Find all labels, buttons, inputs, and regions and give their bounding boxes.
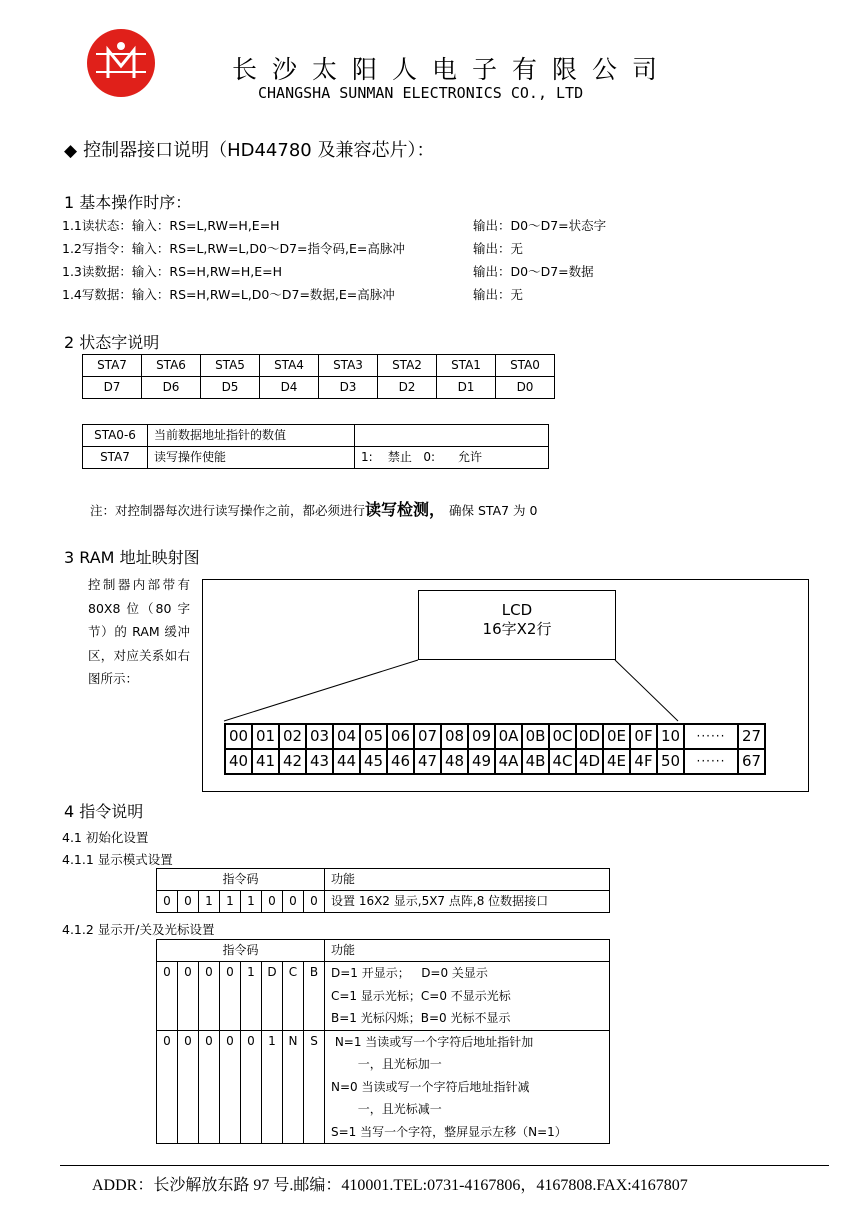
code-header: 指令码 — [157, 869, 325, 891]
table-row — [157, 962, 610, 1031]
company-name-en: CHANGSHA SUNMAN ELECTRONICS CO., LTD — [258, 84, 584, 102]
code-header: 指令码 — [157, 940, 325, 962]
ram-address-cell: 45 — [360, 749, 387, 774]
subsection-heading: 4.1.2 显示开/关及光标设置 — [62, 922, 215, 937]
status-word-table — [82, 354, 555, 399]
sta-cell: STA5 — [201, 355, 260, 377]
sta-cell: STA1 — [437, 355, 496, 377]
ram-address-cell: 43 — [306, 749, 333, 774]
table-row — [83, 447, 549, 469]
bit-cell: 0 — [178, 1030, 199, 1144]
footer-address: ADDR：长沙解放东路 97 号.邮编：410001.TEL:0731-4167806，4167808.FAX:4167807 — [92, 1177, 688, 1194]
ram-address-cell: 40 — [225, 749, 252, 774]
d-cell: D5 — [201, 377, 260, 399]
ram-address-cell: 44 — [333, 749, 360, 774]
ram-address-cell: 03 — [306, 724, 333, 749]
section-3-heading: 3 RAM 地址映射图 — [64, 548, 200, 567]
timing-row-right: 输出：D0～D7=状态字 — [473, 218, 607, 233]
function-line: B=1 光标闪烁；B=0 光标不显示 — [331, 1011, 511, 1025]
ram-address-table — [224, 723, 766, 775]
ram-address-cell: 49 — [468, 749, 495, 774]
bit-cell: 0 — [157, 962, 178, 1031]
ram-address-cell: 47 — [414, 749, 441, 774]
ram-address-cell: 0A — [495, 724, 522, 749]
ram-address-cell: 04 — [333, 724, 360, 749]
timing-row-right: 输出：无 — [473, 241, 524, 256]
bit-cell: 0 — [220, 1030, 241, 1144]
section-4-heading: 4 指令说明 — [64, 802, 144, 821]
info-name: STA7 — [83, 447, 148, 469]
sta-cell: STA4 — [260, 355, 319, 377]
timing-row-right: 输出：无 — [473, 287, 524, 302]
info-value: 1: 禁止 0: 允许 — [355, 447, 549, 469]
bit-cell: 1 — [241, 962, 262, 1031]
info-name: STA0-6 — [83, 425, 148, 447]
section-1-heading: 1 基本操作时序： — [64, 193, 192, 212]
bit-cell: 0 — [199, 962, 220, 1031]
ram-address-cell: 4F — [630, 749, 657, 774]
bit-cell: 0 — [304, 891, 325, 913]
ram-address-cell: 4E — [603, 749, 630, 774]
ram-address-cell: 67 — [738, 749, 765, 774]
ram-address-cell: 0E — [603, 724, 630, 749]
ram-address-cell: ······ — [684, 724, 738, 749]
ram-address-cell: 4C — [549, 749, 576, 774]
d-cell: D1 — [437, 377, 496, 399]
ram-address-cell: 0B — [522, 724, 549, 749]
display-mode-table — [156, 868, 610, 913]
table-row — [157, 1030, 610, 1144]
function-cell: 设置 16X2 显示,5X7 点阵,8 位数据接口 — [325, 891, 610, 913]
ram-address-cell: 27 — [738, 724, 765, 749]
info-desc: 读写操作使能 — [148, 447, 355, 469]
ram-address-cell: ······ — [684, 749, 738, 774]
d-cell: D2 — [378, 377, 437, 399]
ram-row-1 — [225, 724, 765, 749]
bit-cell: 0 — [283, 891, 304, 913]
function-line: N=0 当读或写一个字符后地址指针减 — [331, 1079, 530, 1094]
bit-cell: B — [304, 962, 325, 1031]
bit-cell: 0 — [157, 891, 178, 913]
ram-address-cell: 01 — [252, 724, 279, 749]
lcd-label: LCD — [501, 601, 533, 619]
timing-row-left: 1.3读数据：输入：RS=H,RW=H,E=H — [62, 264, 283, 279]
function-cell — [325, 1030, 610, 1144]
bit-cell: N — [283, 1030, 304, 1144]
status-info-table — [82, 424, 549, 469]
subsection-heading: 4.1 初始化设置 — [62, 830, 149, 845]
bit-cell: D — [262, 962, 283, 1031]
page-title: ◆ 控制器接口说明（HD44780 及兼容芯片）： — [64, 140, 435, 161]
sta-cell: STA6 — [142, 355, 201, 377]
lcd-box — [418, 590, 616, 660]
ram-address-cell: 4B — [522, 749, 549, 774]
ram-address-cell: 42 — [279, 749, 306, 774]
bit-cell: 0 — [199, 1030, 220, 1144]
bit-cell: 0 — [241, 1030, 262, 1144]
company-logo — [86, 28, 156, 98]
ram-row-2 — [225, 749, 765, 774]
timing-row-left: 1.1读状态：输入：RS=L,RW=H,E=H — [62, 218, 280, 233]
ram-address-cell: 4A — [495, 749, 522, 774]
sta-cell: STA3 — [319, 355, 378, 377]
bit-cell: 0 — [178, 891, 199, 913]
sta-row — [83, 355, 555, 377]
lcd-size-label: 16字X2行 — [482, 620, 552, 638]
d-cell: D4 — [260, 377, 319, 399]
footer-divider — [60, 1165, 829, 1166]
bit-cell: 1 — [220, 891, 241, 913]
ram-address-cell: 02 — [279, 724, 306, 749]
note-emphasis: 读写检测， — [365, 500, 446, 519]
table-row — [157, 891, 610, 913]
ram-address-cell: 50 — [657, 749, 684, 774]
ram-address-cell: 0F — [630, 724, 657, 749]
function-line: C=1 显示光标；C=0 不显示光标 — [331, 988, 511, 1003]
ram-address-cell: 4D — [576, 749, 603, 774]
ram-address-cell: 10 — [657, 724, 684, 749]
function-header: 功能 — [325, 940, 610, 962]
function-line: D=1 开显示； D=0 关显示 — [331, 966, 488, 980]
sta-cell: STA0 — [496, 355, 555, 377]
bit-cell: 1 — [262, 1030, 283, 1144]
timing-row-right: 输出：D0～D7=数据 — [473, 264, 594, 279]
note-text: 注：对控制器每次进行读写操作之前，都必须进行读写检测， 确保 STA7 为 0 — [90, 500, 538, 519]
info-value — [355, 425, 549, 447]
function-line: N=1 当读或写一个字符后地址指针加 — [331, 1034, 534, 1049]
ram-address-cell: 41 — [252, 749, 279, 774]
ram-address-cell: 09 — [468, 724, 495, 749]
bit-cell: 0 — [262, 891, 283, 913]
table-header-row — [157, 869, 610, 891]
table-header-row — [157, 940, 610, 962]
function-line: 一，且光标减一 — [331, 1102, 442, 1116]
bit-cell: 1 — [199, 891, 220, 913]
section-2-heading: 2 状态字说明 — [64, 333, 160, 352]
d-cell: D0 — [496, 377, 555, 399]
timing-row-left: 1.2写指令：输入：RS=L,RW=L,D0～D7=指令码,E=高脉冲 — [62, 241, 405, 256]
ram-address-cell: 00 — [225, 724, 252, 749]
d-cell: D3 — [319, 377, 378, 399]
company-name-cn: 长沙太阳人电子有限公司 — [232, 55, 673, 84]
ram-address-cell: 46 — [387, 749, 414, 774]
info-desc: 当前数据地址指针的数值 — [148, 425, 355, 447]
diamond-bullet-icon: ◆ — [64, 141, 78, 161]
d-row — [83, 377, 555, 399]
bit-cell: 0 — [178, 962, 199, 1031]
timing-row-left: 1.4写数据：输入：RS=H,RW=L,D0～D7=数据,E=高脉冲 — [62, 287, 395, 302]
display-switch-table — [156, 939, 610, 1144]
function-header: 功能 — [325, 869, 610, 891]
table-row — [83, 425, 549, 447]
ram-address-cell: 0C — [549, 724, 576, 749]
bit-cell: S — [304, 1030, 325, 1144]
bit-cell: 0 — [157, 1030, 178, 1144]
ram-address-cell: 07 — [414, 724, 441, 749]
ram-address-cell: 05 — [360, 724, 387, 749]
sta-cell: STA7 — [83, 355, 142, 377]
d-cell: D7 — [83, 377, 142, 399]
ram-address-cell: 08 — [441, 724, 468, 749]
bit-cell: C — [283, 962, 304, 1031]
d-cell: D6 — [142, 377, 201, 399]
ram-address-cell: 48 — [441, 749, 468, 774]
sta-cell: STA2 — [378, 355, 437, 377]
ram-description: 控制器内部带有 80X8 位（80 字节）的 RAM 缓冲区，对应关系如右图所示： — [88, 577, 190, 686]
function-line: S=1 当写一个字符，整屏显示左移（N=1） — [331, 1124, 567, 1139]
function-cell — [325, 962, 610, 1031]
subsection-heading: 4.1.1 显示模式设置 — [62, 852, 173, 867]
function-line: 一，且光标加一 — [331, 1057, 442, 1071]
ram-address-cell: 0D — [576, 724, 603, 749]
ram-address-cell: 06 — [387, 724, 414, 749]
bit-cell: 0 — [220, 962, 241, 1031]
bit-cell: 1 — [241, 891, 262, 913]
